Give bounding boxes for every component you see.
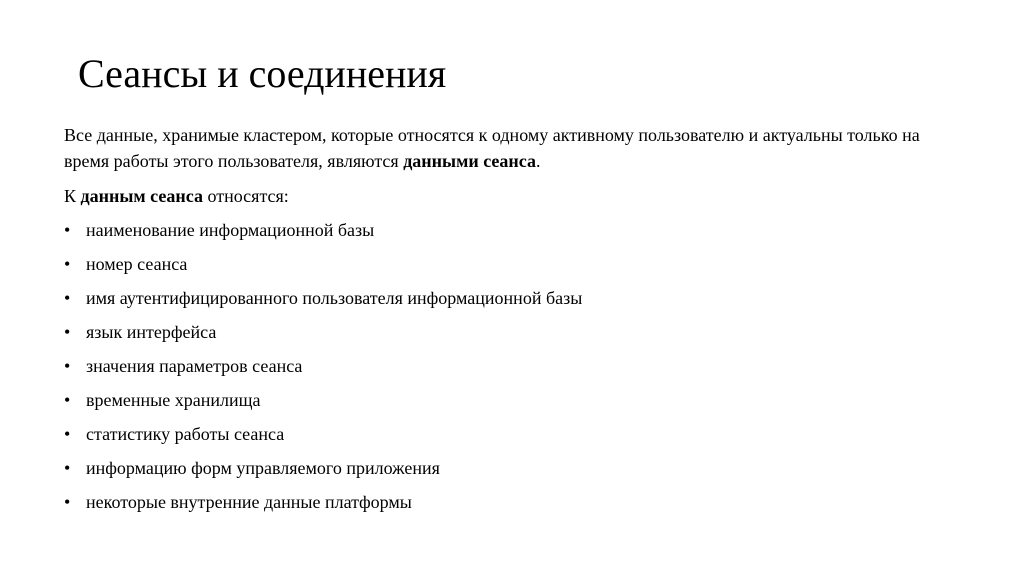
list-item-text: значения параметров сеанса [86,356,303,376]
bullet-icon: • [64,492,71,512]
intro-text-before: Все данные, хранимые кластером, которые относятся к одному активному пользователю и актуальны только на время работы этого пользователя, являются [64,125,920,171]
list-item-text: временные хранилища [86,390,261,410]
bullet-icon: • [64,288,71,308]
list-item-text: язык интерфейса [86,322,217,342]
list-item [64,383,944,417]
slide-title: Сеансы и соединения [78,51,447,96]
bullet-icon: • [64,390,71,410]
lead-text-before: К [64,186,81,206]
list-item [64,213,944,247]
list-item [64,349,944,383]
list-lead-paragraph [64,183,944,209]
list-item [64,315,944,349]
bullet-icon: • [64,458,71,478]
intro-bold-term: данными сеанса [403,151,536,171]
list-item-text: номер сеанса [86,254,188,274]
bullet-icon: • [64,424,71,444]
bullet-icon: • [64,322,71,342]
list-item [64,417,944,451]
lead-bold-term: данным сеанса [80,186,203,206]
bullet-icon: • [64,254,71,274]
lead-text-after: относятся: [202,186,289,206]
intro-text-after: . [536,151,541,171]
bullet-icon: • [64,220,71,240]
list-item-text: статистику работы сеанса [86,424,285,444]
list-item [64,247,944,281]
slide-content [64,122,944,519]
list-item-text: наименование информационной базы [86,220,375,240]
list-item-text: информацию форм управляемого приложения [86,458,440,478]
list-item-text: имя аутентифицированного пользователя информационной базы [86,288,583,308]
list-item [64,281,944,315]
bullet-icon: • [64,356,71,376]
list-item-text: некоторые внутренние данные платформы [86,492,412,512]
bullet-list [64,213,944,519]
list-item [64,451,944,485]
intro-paragraph [64,122,944,174]
list-item [64,485,944,519]
